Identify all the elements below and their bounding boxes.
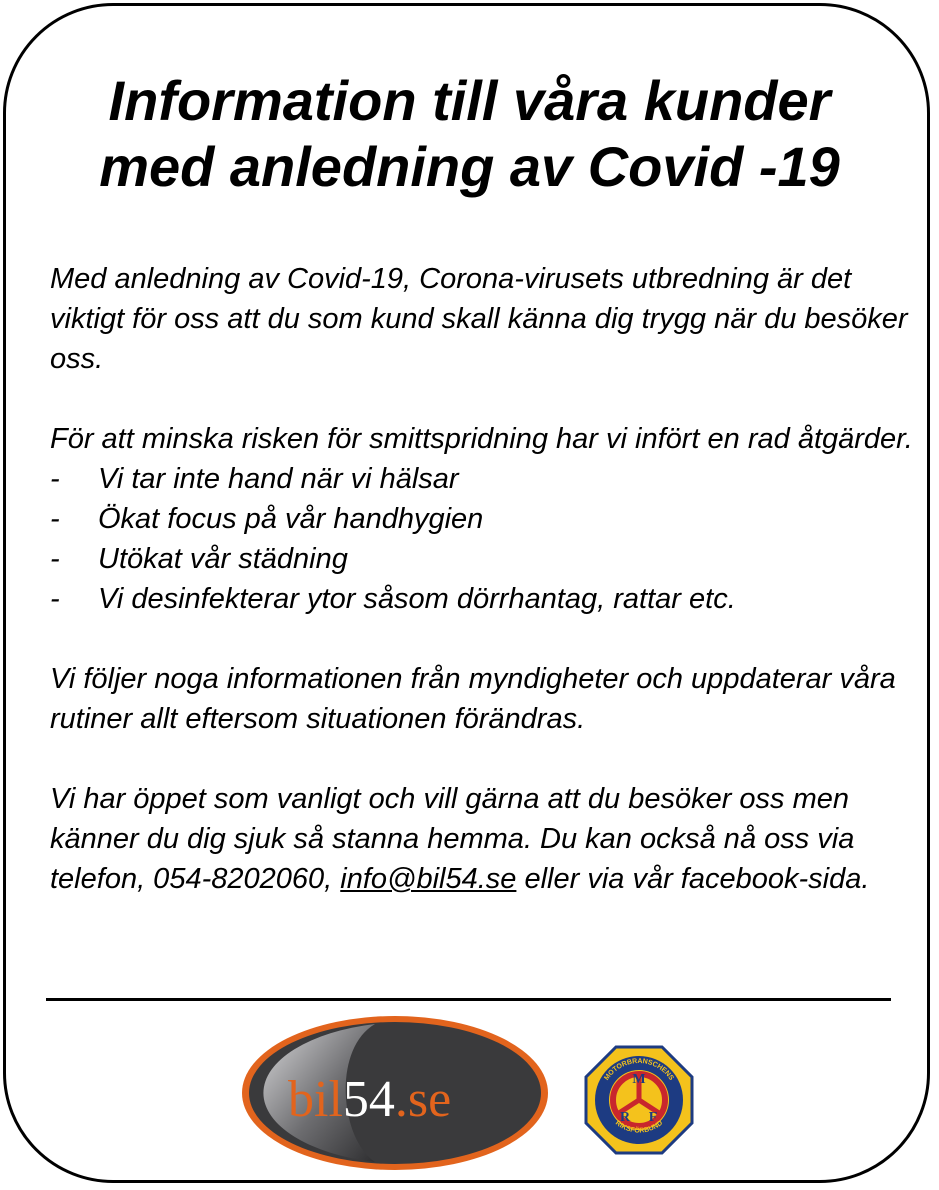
list-item: - Vi tar inte hand när vi hälsar <box>50 463 459 495</box>
bil54-logo <box>240 1014 550 1172</box>
bil54-logo-text: bil54.se <box>288 1071 452 1128</box>
divider <box>46 998 891 1001</box>
notice-body <box>50 259 925 899</box>
svg-text:MOTORBRANSCHENS: MOTORBRANSCHENS <box>603 1057 675 1082</box>
title-line-1: Information till våra kunder <box>108 69 831 132</box>
list-item: - Vi desinfekterar ytor såsom dörrhantag, rattar etc. <box>50 583 736 615</box>
measures-lead: För att minska risken för smittspridning har vi infört en rad åtgärder. <box>50 423 913 455</box>
list-item: - Utökat vår städning <box>50 543 348 575</box>
follow-paragraph: Vi följer noga informationen från myndigheter och uppdaterar våra rutiner allt eftersom situationen förändras. <box>50 663 896 735</box>
svg-text:F: F <box>648 1110 658 1125</box>
page-title <box>0 68 939 199</box>
svg-text:RIKSFÖRBUND: RIKSFÖRBUND <box>613 1119 665 1135</box>
svg-text:R: R <box>619 1110 631 1125</box>
contact-paragraph: Vi har öppet som vanligt och vill gärna att du besöker oss men känner du dig sjuk så stanna hemma. Du kan också nå oss via telefon, 054-8202060, info@bil54.se eller via vår facebook-sida. <box>50 783 870 895</box>
email-link[interactable]: info@bil54.se <box>340 863 517 895</box>
mrf-badge-logo <box>584 1045 694 1155</box>
list-item: - Ökat focus på vår handhygien <box>50 503 484 535</box>
measures-list <box>50 459 925 619</box>
intro-paragraph: Med anledning av Covid-19, Corona-virusets utbredning är det viktigt för oss att du som kund skall känna dig trygg när du besöker oss. <box>50 263 908 375</box>
title-line-2: med anledning av Covid -19 <box>99 134 840 198</box>
svg-text:M: M <box>632 1072 646 1087</box>
